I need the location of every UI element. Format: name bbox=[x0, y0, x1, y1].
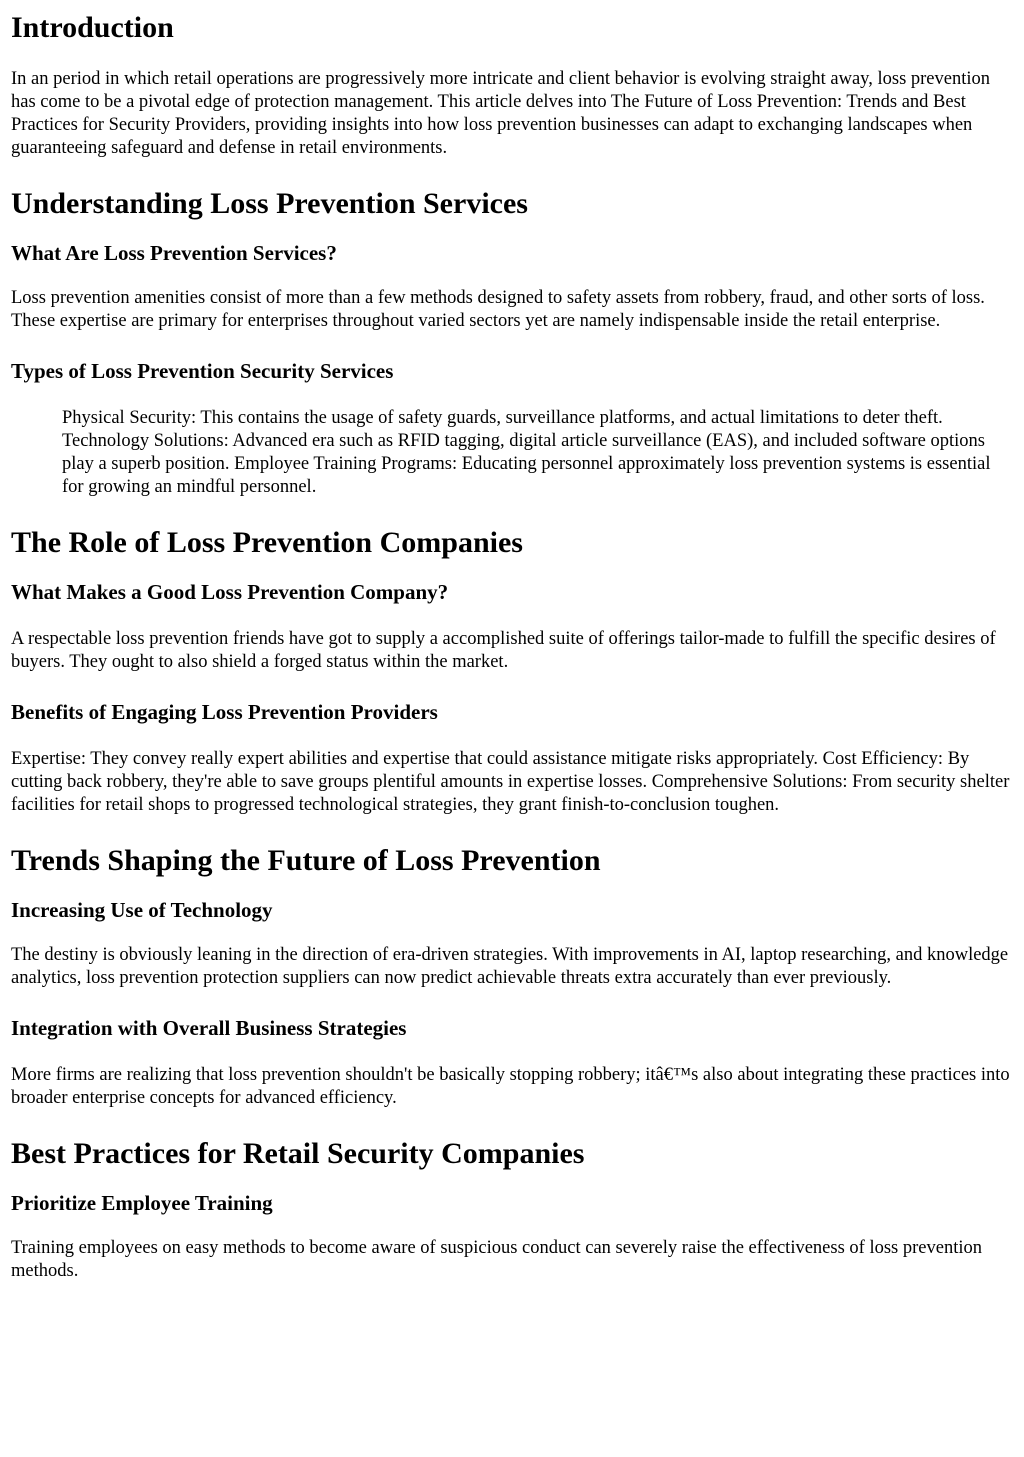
benefits-heading: Benefits of Engaging Loss Prevention Providers bbox=[11, 700, 438, 724]
intro-paragraph: In an period in which retail operations are progressively more intricate and client behavior is evolving straight away, loss prevention has come to be a pivotal edge of protection management. This article delves into The Future of Loss Prevention: Trends and Best Practices for Security Providers, providing insights into how loss prevention businesses can adapt to exchanging landscapes when guaranteeing safeguard and defense in retail environments. bbox=[11, 69, 991, 158]
benefits-paragraph: Expertise: They convey really expert abilities and expertise that could assistance mitigate risks appropriately. Cost Efficiency: By cutting back robbery, they're able to save groups plentiful amounts in expertise losses. Comprehensive Solutions: From security shelter facilities for retail shops to progressed technological strategies, they grant finish-to-conclusion toughen. bbox=[11, 749, 1010, 815]
intro-heading: Introduction bbox=[11, 11, 174, 44]
technology-heading: Increasing Use of Technology bbox=[11, 898, 273, 922]
training-heading: Prioritize Employee Training bbox=[11, 1191, 273, 1215]
what-are-paragraph: Loss prevention amenities consist of more than a few methods designed to safety assets from robbery, fraud, and other sorts of loss. These expertise are primary for enterprises throughout varied sectors yet are namely indispensable inside the retail enterprise. bbox=[11, 288, 985, 331]
training-paragraph: Training employees on easy methods to become aware of suspicious conduct can severely raise the effectiveness of loss prevention methods. bbox=[11, 1238, 982, 1281]
trends-heading: Trends Shaping the Future of Loss Prevention bbox=[11, 844, 601, 877]
best-practices-heading: Best Practices for Retail Security Companies bbox=[11, 1137, 585, 1170]
types-blockquote: Physical Security: This contains the usage of safety guards, surveillance platforms, and actual limitations to deter theft. Technology Solutions: Advanced era such as RFID tagging, digital article surveillance (EAS), and included software options play a superb position. Employee Training Programs: Educating personnel approximately loss prevention systems is essential for growing an mindful personnel. bbox=[62, 408, 991, 497]
integration-heading: Integration with Overall Business Strategies bbox=[11, 1016, 407, 1040]
good-company-paragraph: A respectable loss prevention friends have got to supply a accomplished suite of offerings tailor-made to fulfill the specific desires of buyers. They ought to also shield a forged status within the market. bbox=[11, 629, 996, 672]
integration-paragraph: More firms are realizing that loss prevention shouldn't be basically stopping robbery; itâ€™s also about integrating these practices into broader enterprise concepts for advanced efficiency. bbox=[11, 1065, 1010, 1108]
good-company-heading: What Makes a Good Loss Prevention Company? bbox=[11, 580, 449, 604]
types-heading: Types of Loss Prevention Security Services bbox=[11, 359, 394, 383]
role-heading: The Role of Loss Prevention Companies bbox=[11, 526, 523, 559]
technology-paragraph: The destiny is obviously leaning in the direction of era-driven strategies. With improvements in AI, laptop researching, and knowledge analytics, loss prevention protection suppliers can now predict achievable threats extra accurately than ever previously. bbox=[11, 945, 1009, 988]
understanding-heading: Understanding Loss Prevention Services bbox=[11, 187, 528, 220]
article bbox=[0, 11, 1024, 1283]
what-are-heading: What Are Loss Prevention Services? bbox=[11, 241, 337, 265]
